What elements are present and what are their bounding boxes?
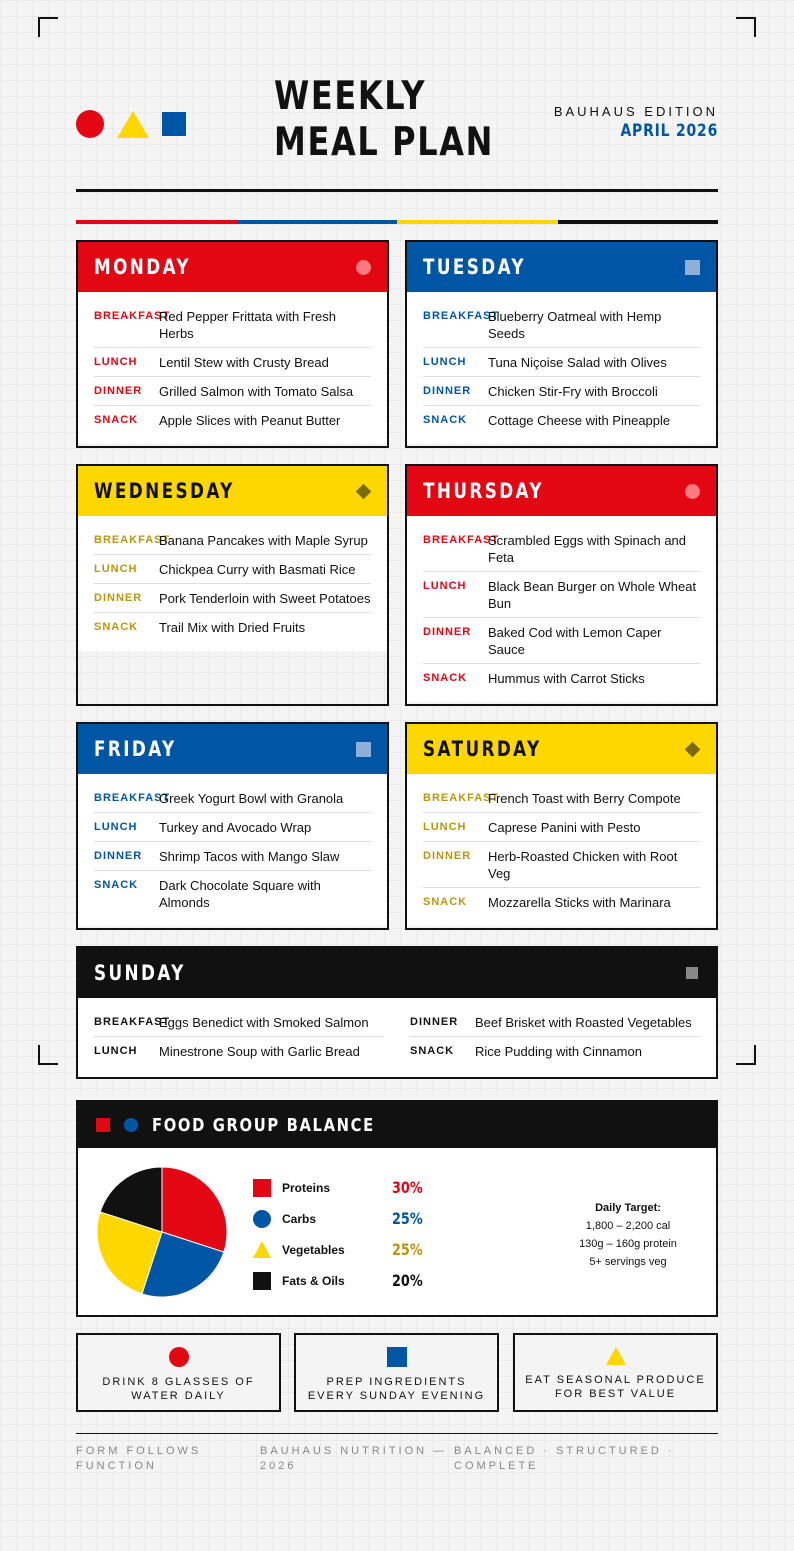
- circle-icon: [169, 1347, 189, 1367]
- meal-text: Grilled Salmon with Tomato Salsa: [159, 384, 354, 399]
- legend-label: Vegetables: [282, 1242, 345, 1257]
- meal-text: Greek Yogurt Bowl with Granola: [159, 791, 344, 806]
- meal-text: Hummus with Carrot Sticks: [488, 671, 645, 686]
- daily-target-protein: 130g – 160g protein: [579, 1238, 677, 1250]
- legend-value: 25%: [392, 1209, 423, 1228]
- meal-row-breakfast: [94, 784, 371, 813]
- meal-text: Lentil Stew with Crusty Bread: [159, 355, 329, 370]
- day-header-saturday: [407, 724, 716, 774]
- circle-icon: [356, 260, 371, 275]
- food-group-header: [78, 1102, 716, 1148]
- meal-text: French Toast with Berry Compote: [488, 791, 681, 806]
- meal-list: [407, 292, 716, 444]
- tip-text: EAT SEASONAL PRODUCE FOR BEST VALUE: [525, 1374, 706, 1400]
- meal-text: Chicken Stir-Fry with Broccoli: [488, 384, 658, 399]
- title-line-2: MEAL PLAN: [274, 120, 495, 165]
- day-header-wednesday: [78, 466, 387, 516]
- meal-label: SNACK: [410, 1045, 455, 1057]
- meal-label: DINNER: [423, 850, 472, 862]
- meal-label: LUNCH: [423, 580, 467, 592]
- circle-icon: [685, 484, 700, 499]
- day-header-thursday: [407, 466, 716, 516]
- meal-row-breakfast: [423, 784, 700, 813]
- meal-row-dinner: [94, 842, 371, 871]
- meal-text: Pork Tenderloin with Sweet Potatoes: [159, 591, 371, 606]
- legend-label: Carbs: [282, 1211, 317, 1226]
- square-icon: [253, 1272, 271, 1290]
- day-card-tuesday: [405, 240, 718, 448]
- meal-label: DINNER: [94, 592, 143, 604]
- day-name: THURSDAY: [423, 479, 544, 503]
- day-name: WEDNESDAY: [94, 479, 235, 503]
- blue-circle-icon: [124, 1118, 138, 1132]
- meal-text: Red Pepper Frittata with Fresh Herbs: [159, 309, 337, 341]
- meal-text: Black Bean Burger on Whole Wheat Bun: [488, 579, 697, 611]
- meal-list: [78, 516, 387, 651]
- meal-text: Banana Pancakes with Maple Syrup: [159, 533, 368, 548]
- diamond-icon: [685, 741, 701, 757]
- daily-target-veg: 5+ servings veg: [589, 1256, 667, 1268]
- meal-text: Tuna Niçoise Salad with Olives: [488, 355, 667, 370]
- red-circle-icon: [76, 110, 104, 138]
- footer-col-3: BALANCED · STRUCTURED · COMPLETE: [454, 1445, 675, 1472]
- day-header-friday: [78, 724, 387, 774]
- diamond-icon: [356, 483, 372, 499]
- meal-label: SNACK: [94, 414, 139, 426]
- red-square-icon: [96, 1118, 110, 1132]
- meal-row-snack: [423, 664, 700, 692]
- meal-text: Cottage Cheese with Pineapple: [488, 413, 671, 428]
- meal-row-breakfast: [423, 302, 700, 348]
- legend-row-fats: [253, 1265, 433, 1296]
- meal-row-breakfast: [94, 526, 371, 555]
- meal-label: SNACK: [423, 414, 468, 426]
- meal-row-lunch: [423, 572, 700, 618]
- day-name: TUESDAY: [423, 255, 526, 279]
- daily-target-title: Daily Target:: [595, 1202, 661, 1214]
- meal-row-lunch: [94, 555, 371, 584]
- edition-label: BAUHAUS EDITION: [553, 104, 718, 119]
- meal-text: Trail Mix with Dried Fruits: [159, 620, 306, 635]
- meal-label: BREAKFAST: [423, 310, 500, 322]
- meal-text: Turkey and Avocado Wrap: [159, 820, 312, 835]
- meal-row-dinner: [410, 1008, 700, 1037]
- meal-row-snack: [94, 406, 371, 434]
- food-group-title: FOOD GROUP BALANCE: [152, 1114, 375, 1136]
- meal-label: LUNCH: [423, 356, 467, 368]
- corner-mark-top-right: [736, 17, 756, 37]
- tip-card-seasonal: [513, 1333, 718, 1412]
- day-card-saturday: [405, 722, 718, 930]
- meal-label: SNACK: [423, 896, 468, 908]
- meal-text: Blueberry Oatmeal with Hemp Seeds: [488, 309, 662, 341]
- bauhaus-shapes: [76, 110, 186, 138]
- meal-row-breakfast: [94, 302, 371, 348]
- meal-row-lunch: [423, 348, 700, 377]
- meal-label: BREAKFAST: [94, 792, 171, 804]
- meal-row-lunch: [94, 1037, 384, 1065]
- legend-value: 25%: [392, 1240, 423, 1259]
- meal-list: [78, 998, 716, 1075]
- meal-row-breakfast: [423, 526, 700, 572]
- meal-row-dinner: [423, 377, 700, 406]
- meal-text: Chickpea Curry with Basmati Rice: [159, 562, 356, 577]
- footer-divider: [76, 1433, 718, 1434]
- header-divider: [76, 189, 718, 192]
- meal-list: [78, 774, 387, 926]
- legend-value: 20%: [392, 1271, 423, 1290]
- meal-text: Minestrone Soup with Garlic Bread: [159, 1044, 360, 1059]
- meal-row-snack: [423, 888, 700, 916]
- meal-list: [407, 516, 716, 702]
- food-group-legend: [253, 1172, 433, 1296]
- tip-text: PREP INGREDIENTS EVERY SUNDAY EVENING: [307, 1376, 486, 1402]
- color-stripe-divider: [76, 220, 718, 224]
- title-line-1: WEEKLY: [274, 74, 427, 119]
- meal-text: Scrambled Eggs with Spinach and Feta: [488, 533, 687, 565]
- food-group-pie-chart: [96, 1166, 228, 1298]
- food-group-panel: [76, 1100, 718, 1317]
- meal-row-dinner: [423, 618, 700, 664]
- square-icon: [387, 1347, 407, 1367]
- meal-column-left: [94, 1008, 384, 1065]
- meal-label: LUNCH: [423, 821, 467, 833]
- meal-label: BREAKFAST: [423, 534, 500, 546]
- meal-row-snack: [94, 613, 371, 641]
- legend-value: 30%: [392, 1178, 423, 1197]
- meal-text: Beef Brisket with Roasted Vegetables: [475, 1015, 692, 1030]
- meal-label: DINNER: [423, 626, 472, 638]
- meal-label: SNACK: [94, 879, 139, 891]
- day-card-wednesday: [76, 464, 389, 706]
- meal-label: LUNCH: [94, 1045, 138, 1057]
- meal-row-snack: [94, 871, 371, 916]
- day-card-thursday: [405, 464, 718, 706]
- meal-text: Eggs Benedict with Smoked Salmon: [159, 1015, 369, 1030]
- page-header: [76, 72, 718, 172]
- meal-label: DINNER: [94, 850, 143, 862]
- month-label: APRIL 2026: [620, 121, 718, 141]
- day-name: SUNDAY: [94, 961, 186, 985]
- footer-col-2: BAUHAUS NUTRITION — 2026: [260, 1445, 448, 1472]
- meal-text: Apple Slices with Peanut Butter: [159, 413, 341, 428]
- meal-label: DINNER: [94, 385, 143, 397]
- corner-mark-bottom-right: [736, 1045, 756, 1065]
- legend-row-vegetables: [253, 1234, 433, 1265]
- meal-column-right: [410, 1008, 700, 1065]
- day-name: SATURDAY: [423, 737, 542, 761]
- legend-row-proteins: [253, 1172, 433, 1203]
- meal-label: DINNER: [423, 385, 472, 397]
- meal-label: BREAKFAST: [94, 1016, 171, 1028]
- meal-label: BREAKFAST: [94, 534, 171, 546]
- meal-text: Mozzarella Sticks with Marinara: [488, 895, 671, 910]
- square-icon: [253, 1179, 271, 1197]
- day-name: FRIDAY: [94, 737, 177, 761]
- day-card-monday: [76, 240, 389, 448]
- meal-label: LUNCH: [94, 821, 138, 833]
- meal-row-snack: [410, 1037, 700, 1065]
- meal-label: LUNCH: [94, 563, 138, 575]
- day-header-tuesday: [407, 242, 716, 292]
- meal-row-lunch: [423, 813, 700, 842]
- square-icon: [356, 742, 371, 757]
- meal-text: Dark Chocolate Square with Almonds: [159, 878, 321, 910]
- meal-row-dinner: [423, 842, 700, 888]
- day-header-sunday: [78, 948, 716, 998]
- day-card-sunday: [76, 946, 718, 1079]
- yellow-triangle-icon: [117, 111, 149, 138]
- page-title: [274, 74, 494, 166]
- meal-text: Caprese Panini with Pesto: [488, 820, 641, 835]
- meal-text: Herb-Roasted Chicken with Root Veg: [488, 849, 678, 881]
- legend-row-carbs: [253, 1203, 433, 1234]
- meal-label: BREAKFAST: [94, 310, 171, 322]
- corner-mark-top-left: [38, 17, 58, 37]
- meal-list: [78, 292, 387, 444]
- tip-card-prep: [294, 1333, 499, 1412]
- meal-row-dinner: [94, 377, 371, 406]
- daily-target: [558, 1199, 698, 1271]
- meal-label: SNACK: [423, 672, 468, 684]
- meal-row-lunch: [94, 348, 371, 377]
- tip-text: DRINK 8 GLASSES OF WATER DAILY: [102, 1376, 255, 1402]
- triangle-icon: [253, 1241, 271, 1258]
- meal-row-lunch: [94, 813, 371, 842]
- meal-label: DINNER: [410, 1016, 459, 1028]
- meal-text: Shrimp Tacos with Mango Slaw: [159, 849, 340, 864]
- meal-label: BREAKFAST: [423, 792, 500, 804]
- square-icon: [686, 967, 698, 979]
- meal-label: LUNCH: [94, 356, 138, 368]
- triangle-icon: [606, 1347, 626, 1365]
- meal-row-breakfast: [94, 1008, 384, 1037]
- meal-row-snack: [423, 406, 700, 434]
- meal-list: [407, 774, 716, 926]
- corner-mark-bottom-left: [38, 1045, 58, 1065]
- blue-square-icon: [162, 112, 186, 136]
- day-card-friday: [76, 722, 389, 930]
- meal-label: SNACK: [94, 621, 139, 633]
- day-name: MONDAY: [94, 255, 191, 279]
- square-icon: [685, 260, 700, 275]
- footer-col-1: FORM FOLLOWS FUNCTION: [76, 1445, 202, 1472]
- legend-label: Proteins: [282, 1180, 331, 1195]
- meal-text: Rice Pudding with Cinnamon: [475, 1044, 642, 1059]
- meal-row-dinner: [94, 584, 371, 613]
- tip-card-water: [76, 1333, 281, 1412]
- daily-target-calories: 1,800 – 2,200 cal: [585, 1220, 671, 1232]
- legend-label: Fats & Oils: [282, 1273, 345, 1288]
- circle-icon: [253, 1210, 271, 1228]
- meal-text: Baked Cod with Lemon Caper Sauce: [488, 625, 662, 657]
- day-header-monday: [78, 242, 387, 292]
